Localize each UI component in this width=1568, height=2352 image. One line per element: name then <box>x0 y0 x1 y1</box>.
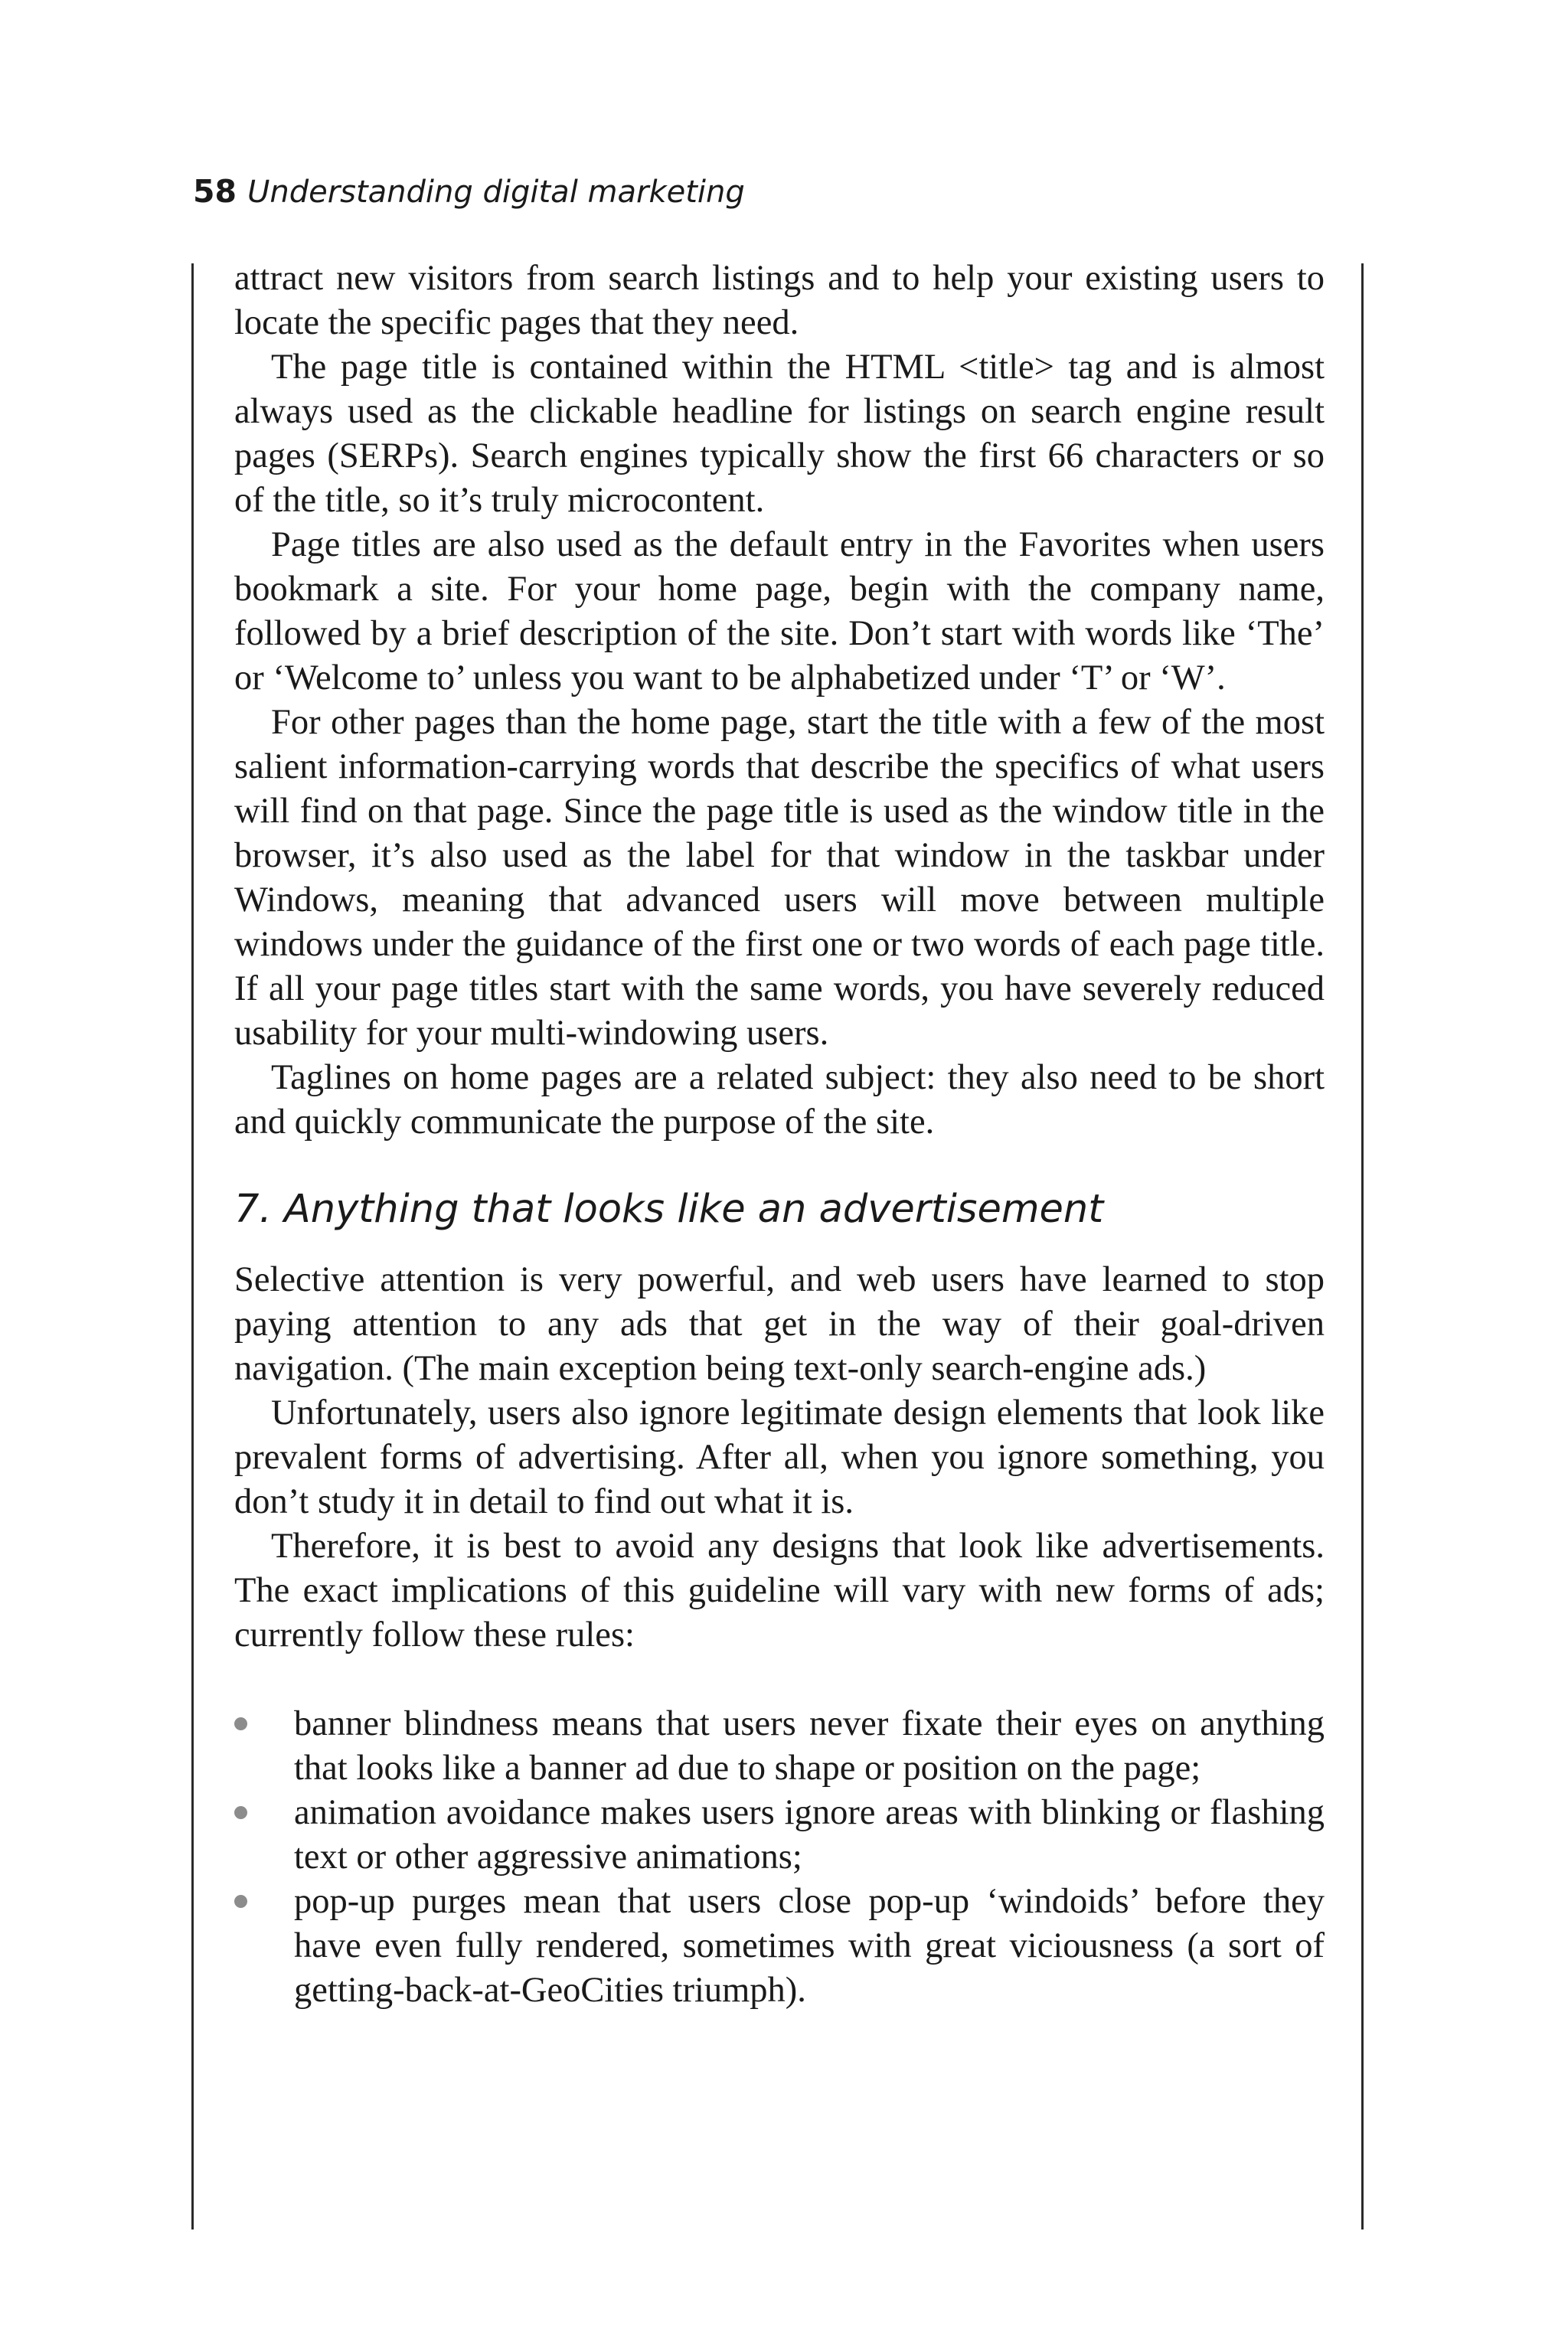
left-margin-rule <box>191 263 194 2230</box>
running-title: Understanding digital marketing <box>247 175 745 210</box>
paragraph: Unfortunately, users also ignore legitimate design elements that look like prevalent forms of advertising. After all, when you ignore something, you don’t study it in detail to find out what it is. <box>234 1393 1325 1521</box>
bullet-icon <box>234 1895 247 1908</box>
right-margin-rule <box>1361 263 1364 2230</box>
paragraph: The page title is contained within the HTML <title> tag and is almost always used as the clickable headline for listings on search engine result pages (SERPs). Search engines typically show the first 66 characters or so of the title, so it’s truly microcontent. <box>234 348 1325 520</box>
list-item <box>234 1791 1325 1880</box>
bullet-icon <box>234 1806 247 1819</box>
bullet-icon <box>234 1717 247 1730</box>
page-number: 58 <box>193 173 237 210</box>
body-text <box>234 256 1325 2013</box>
list-item-text: banner blindness means that users never fixate their eyes on anything that looks like a banner ad due to shape or position on the page; <box>294 1704 1325 1788</box>
paragraph: attract new visitors from search listings and to help your existing users to locate the specific pages that they need. <box>234 259 1325 342</box>
list-item <box>234 1702 1325 1791</box>
running-header <box>193 170 745 214</box>
list-item-text: animation avoidance makes users ignore areas with blinking or flashing text or other aggressive animations; <box>294 1793 1325 1877</box>
paragraph: For other pages than the home page, start the title with a few of the most salient information-carrying words that describe the specifics of what users will find on that page. Since the page title is used as the window title in the browser, it’s also used as the label for that window in the taskbar under Windows, meaning that advanced users will move between multiple windows under the guidance of the first one or two words of each page title. If all your page titles start with the same words, you have severely reduced usability for your multi-windowing users. <box>234 703 1325 1053</box>
paragraph: Therefore, it is best to avoid any designs that look like advertisements. The exact implications of this guideline will vary with new forms of ads; currently follow these rules: <box>234 1527 1325 1655</box>
paragraph: Taglines on home pages are a related subject: they also need to be short and quickly communicate the purpose of the site. <box>234 1058 1325 1142</box>
list-item-text: pop-up purges mean that users close pop-up ‘windoids’ before they have even fully rendered, sometimes with great viciousness (a sort of getting-back-at-GeoCities triumph). <box>294 1882 1325 2010</box>
paragraph: Selective attention is very powerful, and web users have learned to stop paying attention to any ads that get in the way of their goal-driven navigation. (The main exception being text-only search-engine ads.) <box>234 1260 1325 1388</box>
list-item <box>234 1880 1325 2013</box>
paragraph: Page titles are also used as the default entry in the Favorites when users bookmark a site. For your home page, begin with the company name, followed by a brief description of the site. Don’t start with words like ‘The’ or ‘Welcome to’ unless you want to be alphabetized under ‘T’ or ‘W’. <box>234 525 1325 697</box>
section-heading: 7. Anything that looks like an advertisement <box>234 1187 1104 1232</box>
bullet-list <box>234 1702 1325 2013</box>
